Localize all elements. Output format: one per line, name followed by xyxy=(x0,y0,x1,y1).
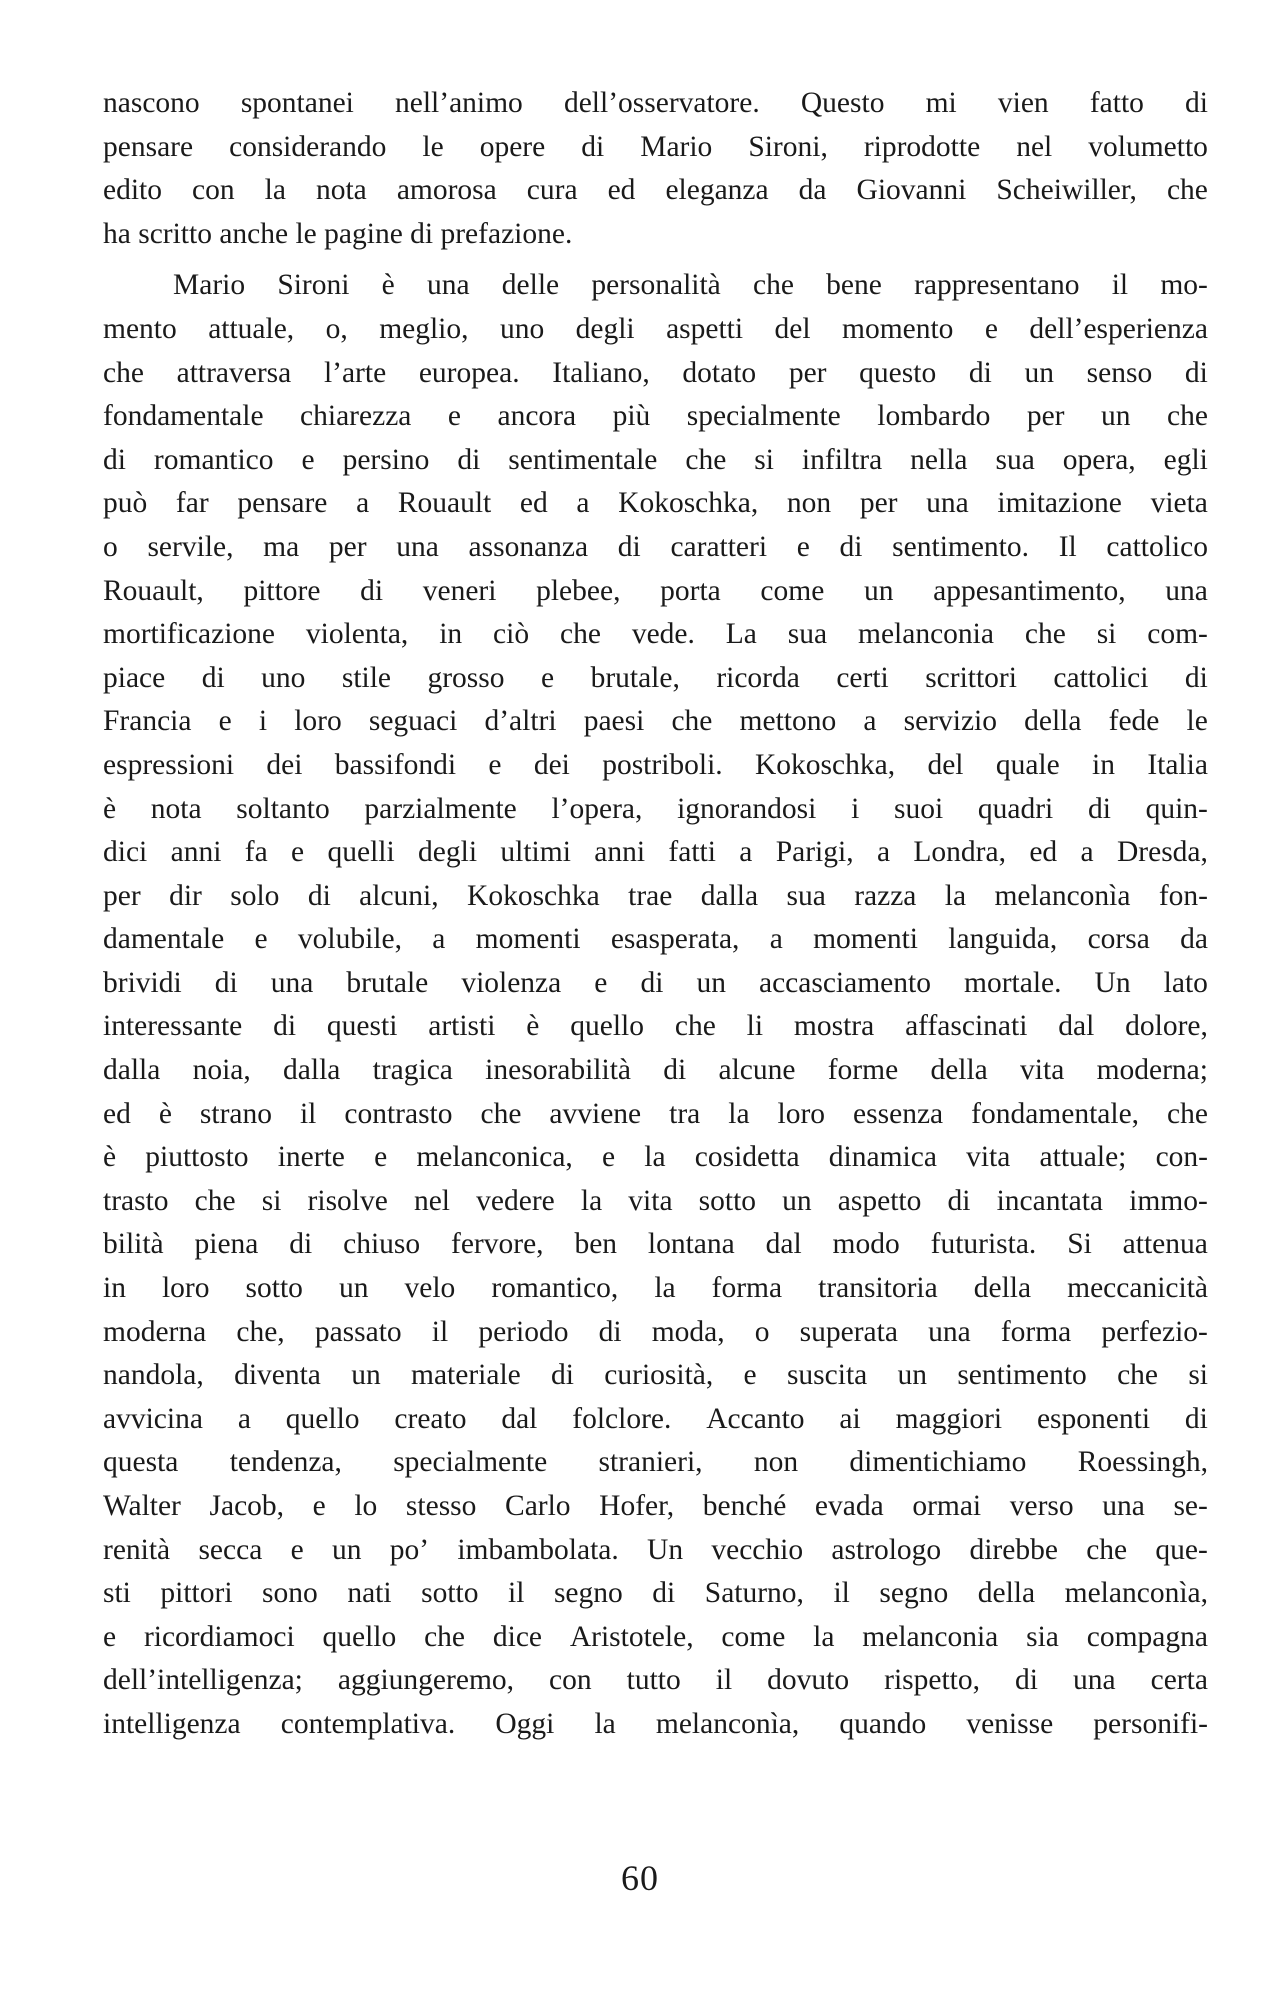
text-line: espressioni dei bassifondi e dei postriboli. Kokoschka, del quale in Italia xyxy=(103,748,1208,781)
text-line: può far pensare a Rouault ed a Kokoschka, non per una imitazione vieta xyxy=(103,487,1208,520)
text-line: renità secca e un po’ imbambolata. Un vecchio astrologo direbbe che que- xyxy=(103,1533,1208,1566)
text-line: piace di uno stile grosso e brutale, ricorda certi scrittori cattolici di xyxy=(103,661,1208,694)
paragraph-first-line: Mario Sironi è una delle personalità che bene rappresentano il mo- xyxy=(173,269,1208,302)
text-line: di romantico e persino di sentimentale che si infiltra nella sua opera, egli xyxy=(103,443,1208,476)
text-line: è piuttosto inerte e melanconica, e la cosidetta dinamica vita attuale; con- xyxy=(103,1141,1208,1174)
body-text xyxy=(103,82,1208,1747)
text-line: dici anni fa e quelli degli ultimi anni fatti a Parigi, a Londra, ed a Dresda, xyxy=(103,836,1208,869)
page-number: 60 xyxy=(621,1858,659,1898)
text-line: interessante di questi artisti è quello che li mostra affascinati dal dolore, xyxy=(103,1010,1208,1043)
text-line: ed è strano il contrasto che avviene tra la loro essenza fondamentale, che xyxy=(103,1097,1208,1130)
text-line: fondamentale chiarezza e ancora più specialmente lombardo per un che xyxy=(103,400,1208,433)
text-line: pensare considerando le opere di Mario Sironi, riprodotte nel volumetto xyxy=(103,130,1208,163)
text-line: e ricordiamoci quello che dice Aristotele, come la melanconia sia compagna xyxy=(103,1620,1208,1653)
text-line: moderna che, passato il periodo di moda, o superata una forma perfezio- xyxy=(103,1315,1208,1348)
text-line: trasto che si risolve nel vedere la vita sotto un aspetto di incantata immo- xyxy=(103,1184,1208,1217)
text-line: per dir solo di alcuni, Kokoschka trae dalla sua razza la melanconìa fon- xyxy=(103,879,1208,912)
text-line: edito con la nota amorosa cura ed eleganza da Giovanni Scheiwiller, che xyxy=(103,174,1208,207)
text-line: brividi di una brutale violenza e di un accasciamento mortale. Un lato xyxy=(103,966,1208,999)
text-line: Rouault, pittore di veneri plebee, porta come un appesantimento, una xyxy=(103,574,1208,607)
text-line: dell’intelligenza; aggiungeremo, con tutto il dovuto rispetto, di una certa xyxy=(103,1664,1208,1697)
text-line: che attraversa l’arte europea. Italiano, dotato per questo di un senso di xyxy=(103,356,1208,389)
text-line: Francia e i loro seguaci d’altri paesi che mettono a servizio della fede le xyxy=(103,705,1208,738)
text-line: ha scritto anche le pagine di prefazione. xyxy=(103,217,573,250)
text-line: mento attuale, o, meglio, uno degli aspetti del momento e dell’esperienza xyxy=(103,312,1208,345)
text-line: sti pittori sono nati sotto il segno di Saturno, il segno della melanconìa, xyxy=(103,1577,1208,1610)
text-line: è nota soltanto parzialmente l’opera, ignorandosi i suoi quadri di quin- xyxy=(103,792,1208,825)
text-line: avvicina a quello creato dal folclore. Accanto ai maggiori esponenti di xyxy=(103,1402,1208,1435)
text-line: intelligenza contemplativa. Oggi la melanconìa, quando venisse personifi- xyxy=(103,1707,1208,1740)
text-line: nascono spontanei nell’animo dell’osservatore. Questo mi vien fatto di xyxy=(103,87,1208,119)
text-line: damentale e volubile, a momenti esasperata, a momenti languida, corsa da xyxy=(103,923,1208,956)
text-line: questa tendenza, specialmente stranieri, non dimentichiamo Roessingh, xyxy=(103,1446,1208,1479)
text-line: Walter Jacob, e lo stesso Carlo Hofer, benché evada ormai verso una se- xyxy=(103,1490,1208,1522)
text-line: in loro sotto un velo romantico, la forma transitoria della meccanicità xyxy=(103,1272,1208,1305)
text-line: bilità piena di chiuso fervore, ben lontana dal modo futurista. Si attenua xyxy=(103,1228,1208,1261)
text-line: mortificazione violenta, in ciò che vede. La sua melanconia che si com- xyxy=(103,618,1208,651)
text-line: dalla noia, dalla tragica inesorabilità di alcune forme della vita moderna; xyxy=(103,1054,1208,1087)
text-line: nandola, diventa un materiale di curiosità, e suscita un sentimento che si xyxy=(103,1359,1208,1392)
text-line: o servile, ma per una assonanza di caratteri e di sentimento. Il cattolico xyxy=(103,530,1208,563)
